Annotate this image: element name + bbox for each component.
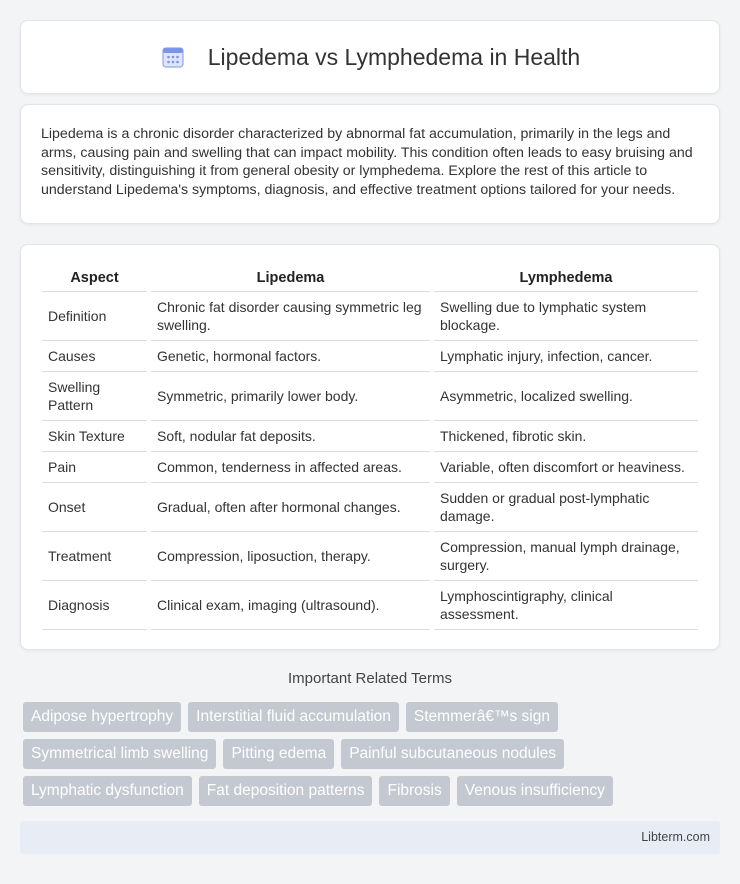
calendar-grid-icon: [160, 44, 186, 70]
intro-text: Lipedema is a chronic disorder characterized by abnormal fat accumulation, primarily in the legs and arms, causing pain and swelling that can impact mobility. This condition often leads to easy bruising and sensitivity, distinguishing it from general obesity or lymphedema. Explore the rest of this article to understand Lipedema's symptoms, diagnosis, and effective treatment options tailored for your needs.: [41, 126, 693, 198]
table-header-row: [42, 265, 698, 291]
table-row: [42, 340, 698, 371]
footer: [20, 821, 720, 854]
table-cell: Onset: [42, 482, 149, 531]
table-cell: Treatment: [42, 531, 149, 580]
table-cell: Compression, liposuction, therapy.: [149, 531, 432, 580]
table-cell: Symmetric, primarily lower body.: [149, 371, 432, 420]
table-row: [42, 482, 698, 531]
table-cell: Asymmetric, localized swelling.: [432, 371, 698, 420]
comparison-card: [20, 244, 720, 650]
related-term-tag[interactable]: Fibrosis: [379, 776, 449, 806]
table-cell: Skin Texture: [42, 420, 149, 451]
column-header: Lymphedema: [432, 265, 698, 291]
table-cell: Soft, nodular fat deposits.: [149, 420, 432, 451]
table-cell: Chronic fat disorder causing symmetric leg swelling.: [149, 291, 432, 340]
related-term-tag[interactable]: Fat deposition patterns: [199, 776, 373, 806]
table-cell: Sudden or gradual post-lymphatic damage.: [432, 482, 698, 531]
header-card: [20, 20, 720, 94]
table-row: [42, 580, 698, 629]
table-cell: Thickened, fibrotic skin.: [432, 420, 698, 451]
related-terms-row: [23, 776, 620, 806]
table-row: [42, 291, 698, 340]
comparison-table: [42, 265, 698, 630]
table-cell: Lymphatic injury, infection, cancer.: [432, 340, 698, 371]
table-cell: Compression, manual lymph drainage, surgery.: [432, 531, 698, 580]
table-row: [42, 451, 698, 482]
intro-card: [20, 104, 720, 224]
table-cell: Variable, often discomfort or heaviness.: [432, 451, 698, 482]
related-terms-row: [23, 702, 565, 732]
table-row: [42, 531, 698, 580]
footer-site-link[interactable]: Libterm.com: [641, 830, 710, 844]
page-title: Lipedema vs Lymphedema in Health: [207, 43, 581, 70]
column-header: Lipedema: [149, 265, 432, 291]
table-cell: Swelling Pattern: [42, 371, 149, 420]
related-term-tag[interactable]: Stemmerâ€™s sign: [406, 702, 558, 732]
table-cell: Clinical exam, imaging (ultrasound).: [149, 580, 432, 629]
related-term-tag[interactable]: Interstitial fluid accumulation: [188, 702, 399, 732]
related-terms-row: [23, 739, 571, 769]
related-terms-heading: Important Related Terms: [288, 670, 452, 687]
related-term-tag[interactable]: Lymphatic dysfunction: [23, 776, 192, 806]
related-term-tag[interactable]: Adipose hypertrophy: [23, 702, 181, 732]
table-row: [42, 371, 698, 420]
table-cell: Genetic, hormonal factors.: [149, 340, 432, 371]
table-cell: Pain: [42, 451, 149, 482]
table-cell: Lymphoscintigraphy, clinical assessment.: [432, 580, 698, 629]
table-row: [42, 420, 698, 451]
table-cell: Definition: [42, 291, 149, 340]
table-cell: Causes: [42, 340, 149, 371]
related-term-tag[interactable]: Painful subcutaneous nodules: [341, 739, 564, 769]
related-term-tag[interactable]: Symmetrical limb swelling: [23, 739, 216, 769]
table-cell: Diagnosis: [42, 580, 149, 629]
related-term-tag[interactable]: Venous insufficiency: [457, 776, 613, 806]
table-cell: Common, tenderness in affected areas.: [149, 451, 432, 482]
related-term-tag[interactable]: Pitting edema: [223, 739, 334, 769]
table-cell: Swelling due to lymphatic system blockage.: [432, 291, 698, 340]
column-header: Aspect: [42, 265, 149, 291]
table-cell: Gradual, often after hormonal changes.: [149, 482, 432, 531]
